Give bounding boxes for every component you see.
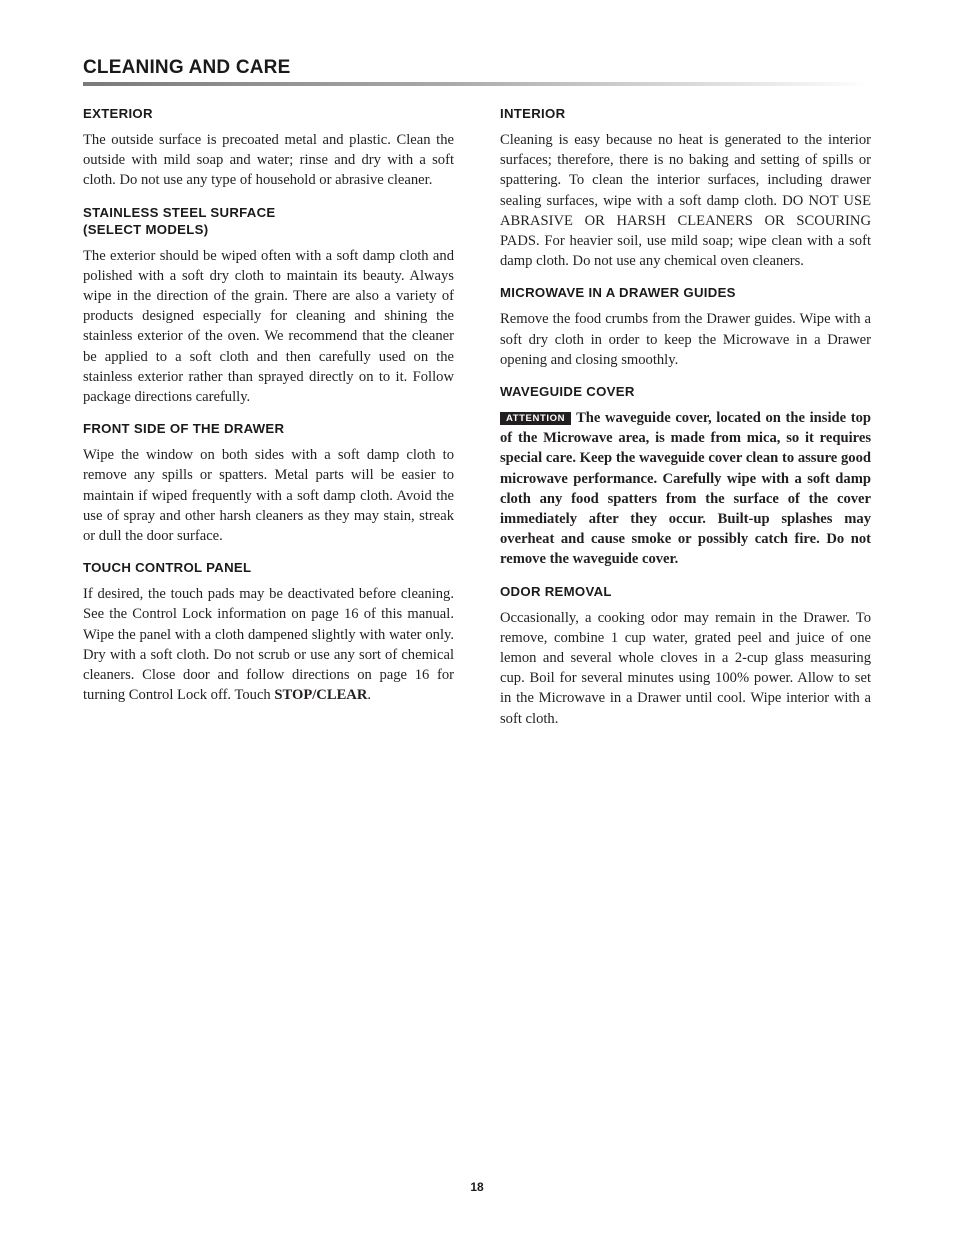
section-drawer-guides: [500, 284, 871, 370]
section-touch-control-panel: [83, 559, 454, 705]
right-column: [500, 105, 871, 742]
odor-removal-heading: ODOR REMOVAL: [500, 583, 612, 599]
title-rule: [83, 82, 871, 86]
section-front-side: [83, 420, 454, 546]
touch-panel-text-main: If desired, the touch pads may be deactivated before cleaning. See the Control Lock information on page 16 of this manual. Wipe the panel with a cloth dampened slightly with water only. Dry with a soft cloth. Do not scrub or use any sort of chemical cleaners. Close door and follow directions on page 16 for turning Control Lock off. Touch: [83, 586, 454, 704]
section-exterior: [83, 105, 454, 191]
exterior-heading: EXTERIOR: [83, 106, 153, 121]
section-waveguide-cover: [500, 383, 871, 570]
attention-badge: ATTENTION: [500, 412, 571, 425]
odor-removal-text: Occasionally, a cooking odor may remain in the Drawer. To remove, combine 1 cup water, grated peel and juice of one lemon and several whole cloves in a 2-cup glass measuring cup. Boil for several minutes using 100% power. Allow to set in the Microwave in a Drawer until cool. Wipe interior with a soft cloth.: [500, 609, 871, 727]
page-title: CLEANING AND CARE: [83, 57, 291, 78]
front-side-text: Wipe the window on both sides with a soft damp cloth to remove any spills or spatters. Metal parts will be easier to maintain if wiped frequently with a soft damp cloth. Avoid the use of spray and other harsh cleaners as they may stain, streak or dull the door surface.: [83, 447, 454, 545]
stainless-steel-text: The exterior should be wiped often with a soft damp cloth and polished with a soft dry cloth to maintain its beauty. Always wipe in the direction of the grain. There are also a variety of products designed especially for cleaning and shining the stainless exterior of the oven. We recommend that the cleaner be applied to a soft cloth and then carefully used on the stainless exterior rather than sprayed directly on to it. Follow package directions carefully.: [83, 247, 454, 406]
drawer-guides-heading: MICROWAVE IN A DRAWER GUIDES: [500, 285, 736, 301]
stop-clear-label: STOP/CLEAR: [274, 687, 368, 704]
section-interior: [500, 105, 871, 271]
touch-control-panel-text: [83, 584, 454, 705]
section-stainless-steel: [83, 204, 454, 408]
left-column: [83, 105, 454, 718]
front-side-heading: FRONT SIDE OF THE DRAWER: [83, 421, 285, 437]
stainless-steel-heading: STAINLESS STEEL SURFACE (SELECT MODELS): [83, 204, 276, 237]
waveguide-cover-text: [500, 408, 871, 570]
interior-heading: INTERIOR: [500, 106, 566, 121]
page-number: 18: [470, 1180, 484, 1194]
interior-text: Cleaning is easy because no heat is generated to the interior surfaces; therefore, there is no baking and setting of spills or spattering. To clean the interior surfaces, including drawer sealing surfaces, wipe with a soft damp cloth. DO NOT USE ABRASIVE OR HARSH CLEANERS OR SCOURING PADS. For heavier soil, use mild soap; wipe clean with a soft damp cloth. Do not use any chemical oven cleaners.: [500, 132, 871, 270]
section-odor-removal: [500, 583, 871, 729]
waveguide-warning-text: The waveguide cover, located on the inside top of the Microwave area, is made from mica, so it requires special care. Keep the waveguide cover clean to assure good microwave performance. Carefully wipe with a soft damp cloth any food spatters from the surface of the cover immediately after they occur. Built-up splashes may overheat and cause smoke or possibly catch fire. Do not remove the waveguide cover.: [500, 410, 871, 568]
exterior-text: The outside surface is precoated metal and plastic. Clean the outside with mild soap and water; rinse and dry with a soft cloth. Do not use any type of household or abrasive cleaner.: [83, 132, 454, 189]
waveguide-cover-heading: WAVEGUIDE COVER: [500, 384, 635, 400]
drawer-guides-text: Remove the food crumbs from the Drawer guides. Wipe with a soft dry cloth in order to keep the Microwave in a Drawer opening and closing smoothly.: [500, 311, 871, 368]
touch-control-panel-heading: TOUCH CONTROL PANEL: [83, 560, 252, 576]
touch-panel-text-end: .: [367, 687, 372, 704]
